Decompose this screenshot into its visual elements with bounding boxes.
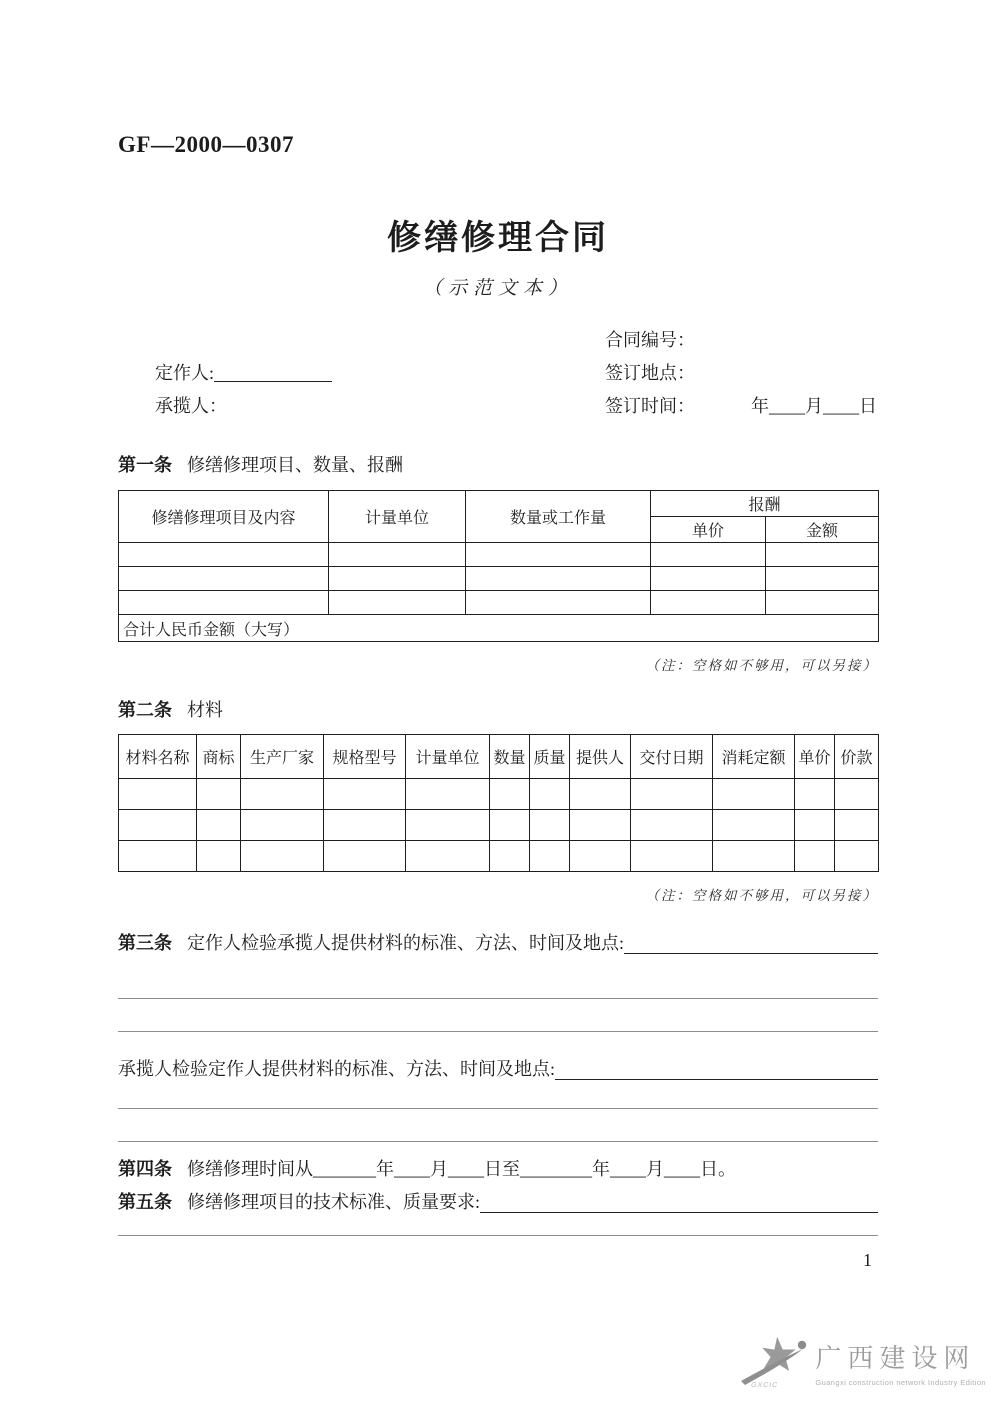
materials-header-row (119, 735, 879, 779)
info-row-contractor (118, 388, 878, 421)
col-header-amount: 金额 (766, 517, 879, 543)
ruled-line (118, 998, 878, 999)
table-row (119, 567, 879, 591)
empty-cell (197, 841, 241, 872)
col-header-material-name: 材料名称 (119, 735, 197, 779)
watermark-site-name: 广西建设网 (815, 1343, 976, 1373)
col-header-provider: 提供人 (570, 735, 631, 779)
contract-header-fields (118, 322, 878, 421)
empty-cell (324, 779, 406, 810)
article3-paragraph (118, 930, 878, 956)
empty-cell (119, 841, 197, 872)
empty-cell (241, 810, 324, 841)
ruled-line (118, 1108, 878, 1109)
materials-table (118, 734, 879, 872)
empty-cell (466, 567, 651, 591)
empty-cell (795, 841, 835, 872)
empty-cell (329, 543, 466, 567)
empty-cell (324, 841, 406, 872)
article1-number: 第一条 (118, 455, 172, 475)
article2-heading (118, 696, 878, 722)
empty-cell (570, 810, 631, 841)
col-header-item-content: 修缮修理项目及内容 (119, 491, 329, 543)
article1-heading (118, 451, 878, 477)
empty-cell (119, 591, 329, 615)
empty-cell (197, 779, 241, 810)
info-row-orderer (118, 355, 878, 388)
col-header-unit-price: 单价 (651, 517, 766, 543)
page-subtitle: （示范文本） (422, 278, 573, 299)
empty-cell (241, 779, 324, 810)
empty-cell (490, 810, 530, 841)
empty-cell (119, 810, 197, 841)
table-row (119, 810, 879, 841)
article3-contractor-paragraph (118, 1056, 878, 1082)
table-row (119, 779, 879, 810)
table1-note: （注：空格如不够用，可以另接） (645, 658, 878, 673)
contractor-label: 承揽人： (155, 395, 227, 416)
empty-cell (119, 567, 329, 591)
empty-cell (406, 779, 490, 810)
empty-cell (835, 841, 879, 872)
empty-cell (651, 543, 766, 567)
article5-number: 第五条 (118, 1192, 172, 1212)
contract-no-label: 合同编号： (605, 329, 695, 350)
col-header-quantity: 数量 (490, 735, 530, 779)
empty-cell (795, 810, 835, 841)
ruled-line (118, 1235, 878, 1236)
empty-cell (651, 567, 766, 591)
fill-in-line (555, 1056, 878, 1080)
table-row (119, 841, 879, 872)
sign-place-label: 签订地点： (605, 362, 695, 383)
empty-cell (651, 591, 766, 615)
watermark-tagline: Guangxi construction network Industry Edition (815, 1377, 986, 1387)
site-watermark (737, 1329, 986, 1395)
empty-cell (197, 810, 241, 841)
empty-cell (631, 810, 713, 841)
article2-heading-text: 材料 (187, 700, 223, 720)
col-header-manufacturer: 生产厂家 (241, 735, 324, 779)
total-amount-label: 合计人民币金额（大写） (119, 615, 879, 642)
empty-cell (713, 841, 795, 872)
logo-small-text: GXCIC (750, 1382, 780, 1389)
ruled-line (118, 1141, 878, 1142)
article4-text: 修缮修理时间从_______年____月____日至________年____月____日。 (187, 1159, 736, 1179)
contract-page (118, 0, 878, 1271)
empty-cell (530, 779, 570, 810)
table-row (119, 543, 879, 567)
orderer-label: 定作人: (155, 362, 215, 383)
article3-number: 第三条 (118, 933, 172, 953)
article2-number: 第二条 (118, 700, 172, 720)
ruled-line (118, 1031, 878, 1032)
article3-contractor-text: 承揽人检验定作人提供材料的标准、方法、时间及地点: (118, 1059, 555, 1079)
empty-cell (713, 779, 795, 810)
col-header-unit: 计量单位 (329, 491, 466, 543)
empty-cell (466, 591, 651, 615)
sign-time-label: 签订时间： (605, 395, 695, 416)
empty-cell (530, 810, 570, 841)
col-header-remuneration: 报酬 (651, 491, 879, 517)
info-row-contract-no (118, 322, 878, 355)
col-header-measure-unit: 计量单位 (406, 735, 490, 779)
col-header-consumption-quota: 消耗定额 (713, 735, 795, 779)
empty-cell (324, 810, 406, 841)
empty-cell (490, 841, 530, 872)
empty-cell (570, 841, 631, 872)
empty-cell (406, 810, 490, 841)
table2-note: （注：空格如不够用，可以另接） (645, 888, 878, 903)
col-header-price: 价款 (835, 735, 879, 779)
col-header-delivery-date: 交付日期 (631, 735, 713, 779)
empty-cell (329, 591, 466, 615)
empty-cell (631, 779, 713, 810)
total-row (119, 615, 879, 642)
empty-cell (835, 779, 879, 810)
article3-orderer-text: 定作人检验承揽人提供材料的标准、方法、时间及地点: (187, 933, 624, 953)
col-header-quantity: 数量或工作量 (466, 491, 651, 543)
page-number: 1 (863, 1250, 872, 1270)
empty-cell (241, 841, 324, 872)
repair-items-table (118, 490, 879, 642)
article5-paragraph (118, 1189, 878, 1215)
empty-cell (119, 543, 329, 567)
article5-text: 修缮修理项目的技术标准、质量要求: (187, 1192, 480, 1212)
fill-in-line (624, 930, 878, 954)
empty-cell (329, 567, 466, 591)
empty-cell (466, 543, 651, 567)
empty-cell (713, 810, 795, 841)
col-header-spec-model: 规格型号 (324, 735, 406, 779)
star-logo-icon (737, 1329, 811, 1395)
table-row (119, 591, 879, 615)
page-title: 修缮修理合同 (387, 220, 609, 257)
orderer-blank-field (214, 362, 332, 382)
empty-cell (766, 591, 879, 615)
empty-cell (490, 779, 530, 810)
fill-in-line (480, 1189, 878, 1213)
empty-cell (119, 779, 197, 810)
article1-heading-text: 修缮修理项目、数量、报酬 (187, 455, 403, 475)
sign-time-blank-value: 年____月____日 (751, 395, 877, 416)
empty-cell (631, 841, 713, 872)
empty-cell (570, 779, 631, 810)
doc-code: GF—2000—0307 (118, 132, 294, 157)
empty-cell (766, 543, 879, 567)
empty-cell (530, 841, 570, 872)
article4-number: 第四条 (118, 1159, 172, 1179)
empty-cell (406, 841, 490, 872)
col-header-quality: 质量 (530, 735, 570, 779)
col-header-unit-price: 单价 (795, 735, 835, 779)
empty-cell (835, 810, 879, 841)
watermark-text-block (815, 1338, 986, 1387)
col-header-brand: 商标 (197, 735, 241, 779)
article4-paragraph (118, 1156, 878, 1182)
empty-cell (766, 567, 879, 591)
empty-cell (795, 779, 835, 810)
